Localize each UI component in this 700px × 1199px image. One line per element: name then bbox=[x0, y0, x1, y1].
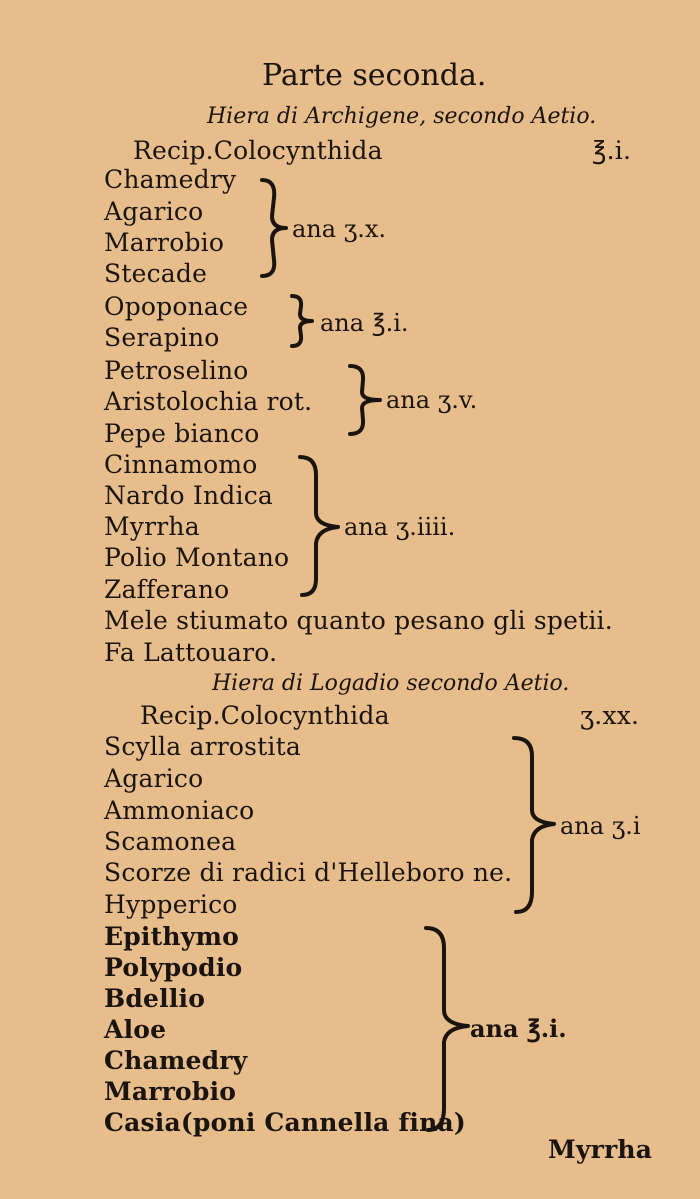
ingredient-item: Myrrha bbox=[104, 512, 200, 541]
ingredient-item: Chamedry bbox=[104, 1046, 248, 1075]
section2-recipe-line: Recip.Colocynthida bbox=[140, 701, 390, 730]
ingredient-item: Scylla arrostita bbox=[104, 732, 301, 761]
ingredient-item: Bdellio bbox=[104, 984, 206, 1013]
ingredient-item: Chamedry bbox=[104, 165, 237, 194]
ingredient-item: Serapino bbox=[104, 323, 220, 352]
ingredient-item: Nardo Indica bbox=[104, 481, 274, 510]
section1-recipe-line: Recip.Colocynthida bbox=[133, 136, 383, 165]
ingredient-item: Polio Montano bbox=[104, 543, 290, 572]
ingredient-item: Zafferano bbox=[104, 575, 230, 604]
group-measure: ana ʒ.v. bbox=[386, 386, 478, 414]
curly-brace-icon bbox=[290, 294, 316, 348]
curly-brace-icon bbox=[298, 455, 342, 597]
group-measure: ana ℥.i. bbox=[470, 1014, 567, 1043]
curly-brace-icon bbox=[424, 926, 472, 1134]
page-title: Parte seconda. bbox=[262, 58, 487, 93]
ingredient-item: Scorze di radici d'Helleboro ne. bbox=[104, 858, 513, 887]
ingredient-item: Cinnamomo bbox=[104, 450, 258, 479]
ingredient-item: Stecade bbox=[104, 259, 208, 288]
curly-brace-icon bbox=[348, 364, 384, 436]
ingredient-item: Epithymo bbox=[104, 922, 240, 951]
group-measure: ana ℥.i. bbox=[320, 309, 409, 337]
section1-heading: Hiera di Archigene, secondo Aetio. bbox=[207, 104, 597, 129]
ingredient-item: Casia(poni Cannella fina) bbox=[104, 1108, 466, 1137]
group-measure: ana ʒ.i bbox=[560, 812, 641, 840]
ingredient-item: Petroselino bbox=[104, 356, 249, 385]
ingredient-item: Marrobio bbox=[104, 228, 225, 257]
ingredient-item: Polypodio bbox=[104, 953, 243, 982]
curly-brace-icon bbox=[510, 736, 558, 914]
ingredient-item: Opoponace bbox=[104, 292, 249, 321]
ingredient-item: Scamonea bbox=[104, 827, 237, 856]
closing-line: Mele stiumato quanto pesano gli spetii. bbox=[104, 606, 613, 635]
section2-heading: Hiera di Logadio secondo Aetio. bbox=[212, 671, 570, 696]
group-measure: ana ʒ.iiii. bbox=[344, 513, 456, 541]
ingredient-item: Ammoniaco bbox=[104, 796, 255, 825]
ingredient-item: Aristolochia rot. bbox=[104, 387, 313, 416]
section2-recipe-qty: ʒ.xx. bbox=[580, 701, 640, 730]
ingredient-item: Hypperico bbox=[104, 890, 238, 919]
ingredient-item: Pepe bianco bbox=[104, 419, 260, 448]
ingredient-item: Agarico bbox=[104, 197, 204, 226]
ingredient-item: Marrobio bbox=[104, 1077, 237, 1106]
ingredient-item: Aloe bbox=[104, 1015, 167, 1044]
closing-line: Fa Lattouaro. bbox=[104, 638, 278, 667]
section1-recipe-qty: ℥.i. bbox=[592, 136, 632, 165]
catchword: Myrrha bbox=[548, 1135, 653, 1164]
group-measure: ana ʒ.x. bbox=[292, 215, 387, 243]
ingredient-item: Agarico bbox=[104, 764, 204, 793]
curly-brace-icon bbox=[260, 176, 290, 280]
